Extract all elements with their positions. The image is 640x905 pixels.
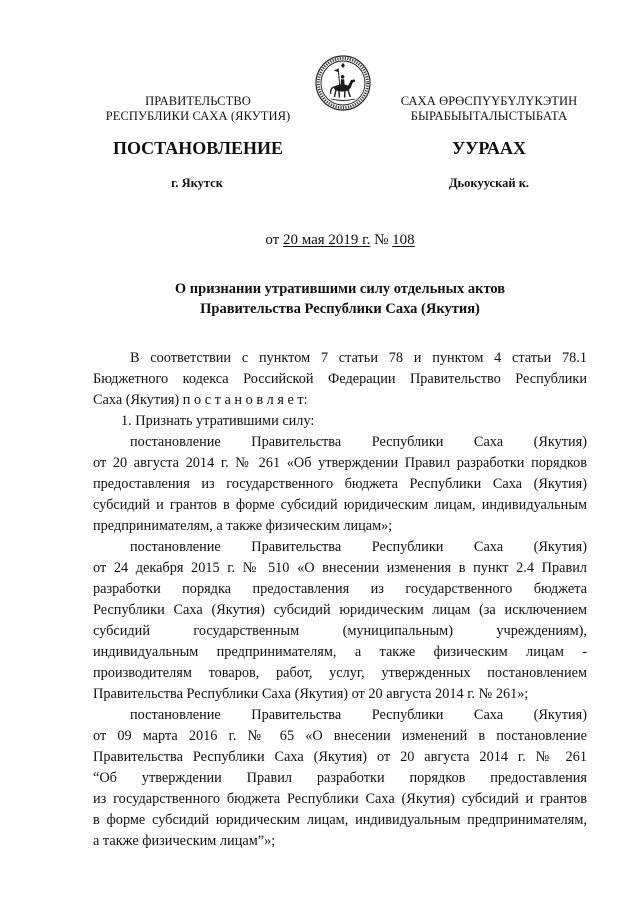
text-line: Правительства Республики Саха (Якутия) от 20 августа 2014 г. № 261»; (93, 686, 529, 702)
text-line: субсидий и грантов в форме субсидий юридическим лицам, индивидуальным (93, 497, 587, 513)
text-line: постановление Правительства Республики Саха (Якутия) (130, 434, 587, 450)
text-line: “Об утверждении Правил разработки порядков предоставления (93, 770, 587, 786)
issuer-line: ПРАВИТЕЛЬСТВО (145, 94, 251, 108)
date-prefix: от (265, 232, 280, 248)
title-line: Правительства Республики Саха (Якутия) (200, 301, 480, 317)
coat-of-arms-graphic (315, 55, 371, 111)
document-date: 20 мая 2019 г. (282, 232, 371, 248)
issuer-line: РЕСПУБЛИКИ САХА (ЯКУТИЯ) (105, 109, 291, 123)
issuer-line: БЫРАБЫЫТАЛЫСТЫБАТА (410, 109, 568, 123)
paragraph-item-1 (93, 411, 587, 432)
text-line: субсидий государственным (муниципальным) учреждениям), (93, 623, 587, 639)
issuer-header-sah (369, 94, 609, 124)
text-line: В соответствии с пунктом 7 статьи 78 и пунктом 4 статьи 78.1 (130, 350, 587, 366)
text-line: а также физическим лицам”»; (93, 833, 276, 849)
paragraph-act-2014 (93, 432, 587, 537)
document-type-ru: ПОСТАНОВЛЕНИЕ (112, 138, 284, 158)
text-line: из государственного бюджета Республики Саха (Якутия) субсидий и грантов (93, 791, 587, 807)
text-line: производителям товаров, работ, услуг, утвержденных постановлением (93, 665, 587, 681)
text-line: разработки порядка предоставления из государственного бюджета (93, 581, 587, 597)
title-line: О признании утратившими силу отдельных актов (174, 281, 506, 297)
paragraph-act-2015 (93, 537, 587, 705)
issuer-line: САХА ӨРӨСПҮҮБҮЛҮКЭТИН (400, 94, 578, 108)
city-ru: г. Якутск (171, 176, 223, 190)
text-line: 1. Признать утратившими силу: (121, 413, 315, 429)
paragraph-act-2016 (93, 705, 587, 852)
coat-of-arms-icon (315, 55, 371, 111)
text-line: Правительства Республики Саха (Якутия) от 20 августа 2014 г. № 261 (93, 749, 587, 765)
city-sah: Дьокуускай к. (448, 176, 530, 190)
text-line: предпринимателям, а также физическим лицам»; (93, 518, 393, 534)
text-line: индивидуальным предпринимателям, а также физическим лицам - (93, 644, 587, 660)
document-number: 108 (392, 232, 415, 248)
issuer-header-ru (78, 94, 318, 124)
text-line: от 24 декабря 2015 г. № 510 «О внесении изменения в пункт 2.4 Правил (93, 560, 587, 576)
text-line: постановление Правительства Республики Саха (Якутия) (130, 707, 587, 723)
text-line: Саха (Якутия) п о с т а н о в л я е т: (93, 392, 308, 408)
document-type-sah: УУРААХ (451, 138, 527, 158)
document-title (93, 279, 587, 319)
text-line: от 20 августа 2014 г. № 261 «Об утверждении Правил разработки порядков (93, 455, 587, 471)
text-line: в форме субсидий юридическим лицам, индивидуальным предпринимателям, (93, 812, 587, 828)
text-line: от 09 марта 2016 г. № 65 «О внесении изменений в постановление (93, 728, 587, 744)
number-sign: № (374, 232, 389, 248)
text-line: Республики Саха (Якутия) субсидий юридическим лицам (за исключением (93, 602, 587, 618)
text-line: Бюджетного кодекса Российской Федерации Правительство Республики (93, 371, 587, 387)
paragraph-preamble (93, 348, 587, 411)
text-line: постановление Правительства Республики Саха (Якутия) (130, 539, 587, 555)
text-line: предоставления из государственного бюджета Республики Саха (Якутия) (93, 476, 587, 492)
document-body (93, 348, 587, 852)
date-number-line (93, 231, 587, 249)
